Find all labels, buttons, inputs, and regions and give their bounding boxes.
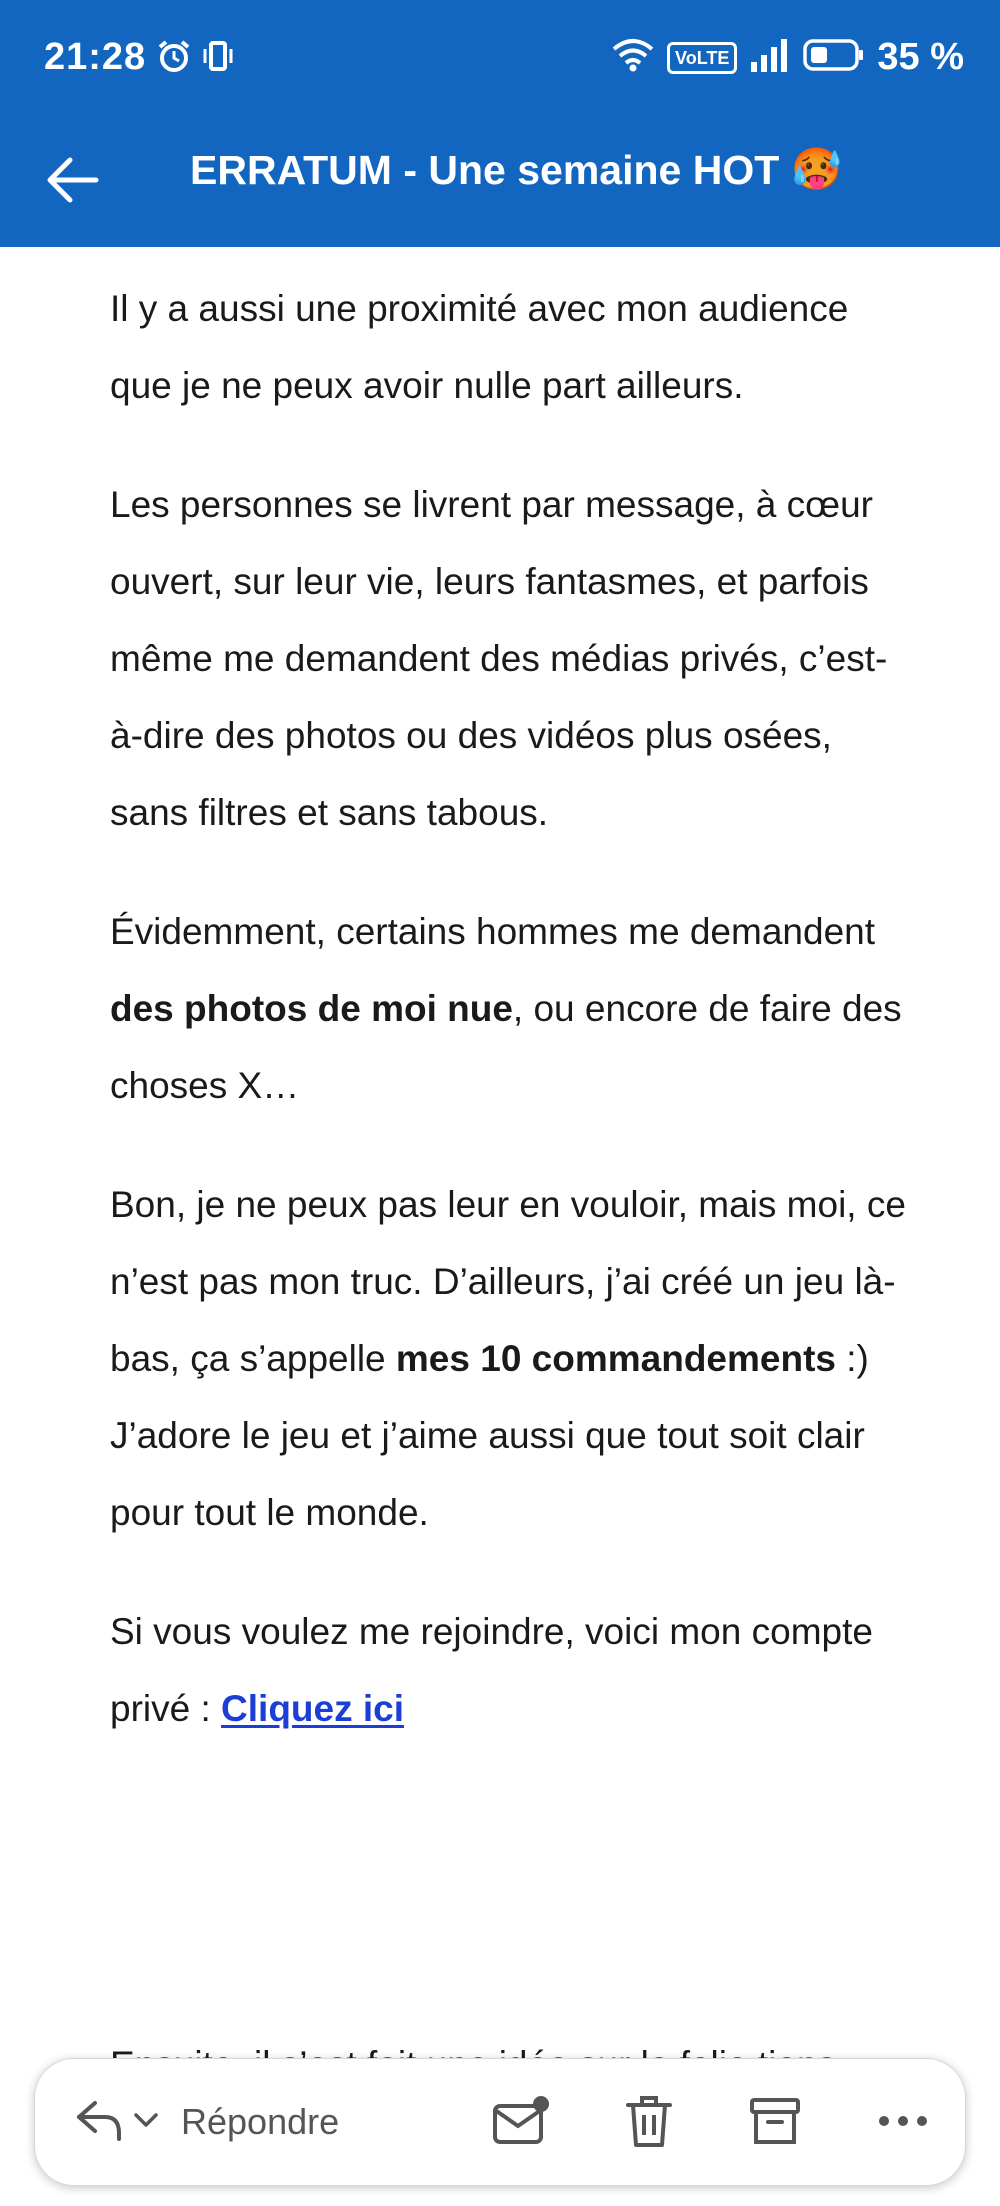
paragraph-text: Évidemment, certains hommes me demandent (110, 911, 876, 952)
paragraph-text: Bon, je ne peux pas leur en vouloir, mais moi, ce n’est pas mon truc. D’ailleurs, j’ai créé un jeu là-bas, ça s’appelle (110, 1184, 906, 1379)
back-button[interactable] (30, 140, 114, 224)
signal-icon (749, 38, 791, 77)
app-header (0, 0, 1000, 247)
status-left-icons (156, 38, 236, 79)
body-paragraph-5 (110, 1593, 910, 1747)
more-options-button[interactable] (871, 2091, 935, 2155)
bold-text: mes 10 commandements (395, 1338, 836, 1379)
reply-icon (73, 2097, 125, 2148)
paragraph-text: , ou encore de faire des choses X… (110, 988, 902, 1106)
arrow-left-icon (44, 156, 100, 209)
paragraph-text: Les personnes se livrent par message, à cœur ouvert, sur leur vie, leurs fantasmes, et parfois même me demandent des médias privés, c’est-à-dire des photos ou des vidéos plus osées, sans filtres et sans tabous. (110, 484, 888, 833)
cliquez-ici-link[interactable]: Cliquez ici (221, 1688, 405, 1729)
paragraph-text: :) J’adore le jeu et j’aime aussi que tout soit clair pour tout le monde. (110, 1338, 869, 1533)
reply-button[interactable] (73, 2087, 339, 2157)
reply-label: Répondre (181, 2101, 340, 2142)
body-paragraph-4 (110, 1166, 910, 1551)
bottom-action-bar (34, 2058, 966, 2186)
toolbar (0, 118, 1000, 247)
email-subject (190, 146, 842, 194)
status-time: 21:28 (44, 36, 147, 78)
volte-badge: VoLTE (667, 42, 737, 74)
archive-button[interactable] (743, 2091, 807, 2155)
paragraph-text: Si vous voulez me rejoindre, voici mon compte privé : (110, 1611, 873, 1729)
body-paragraph-2 (110, 466, 910, 851)
body-paragraph-1 (110, 270, 910, 424)
email-body (110, 270, 910, 1789)
alarm-icon (156, 38, 192, 79)
trash-icon (624, 2093, 674, 2154)
status-bar (0, 0, 1000, 118)
battery-icon (803, 38, 865, 77)
mark-unread-button[interactable] (489, 2091, 553, 2155)
archive-icon (748, 2094, 802, 2153)
hot-face-emoji: 🥵 (791, 146, 843, 192)
email-subject-text: ERRATUM - Une semaine HOT (190, 146, 780, 193)
body-paragraph-3 (110, 893, 910, 1124)
bold-text: des photos de moi nue (110, 988, 513, 1029)
mail-unread-icon (491, 2094, 551, 2153)
more-horizontal-icon (878, 2114, 928, 2133)
battery-percent: 35 % (877, 36, 964, 78)
vibrate-icon (200, 38, 236, 79)
status-right-icons (611, 36, 964, 79)
delete-button[interactable] (617, 2091, 681, 2155)
paragraph-text: Il y a aussi une proximité avec mon audience que je ne peux avoir nulle part ailleurs. (110, 288, 849, 406)
wifi-icon (611, 37, 655, 78)
chevron-down-icon[interactable] (133, 2110, 159, 2135)
